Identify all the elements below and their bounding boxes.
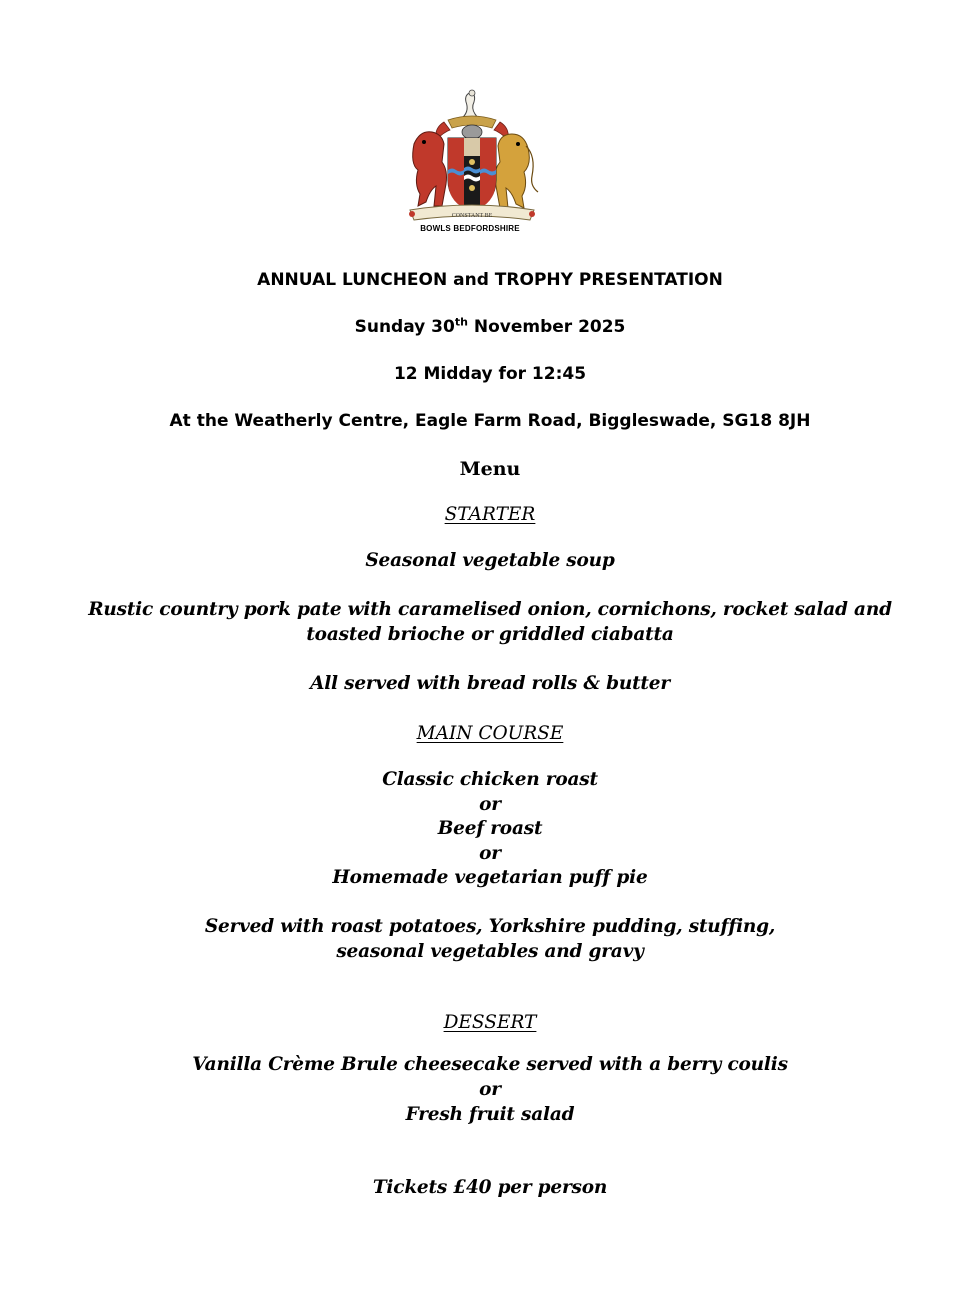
main-or-1: or: [479, 794, 501, 815]
ticket-price: Tickets £40 per person: [372, 1177, 608, 1198]
dessert-item-cheesecake: Vanilla Crème Brule cheesecake served with a berry coulis: [192, 1054, 788, 1075]
event-date-suffix: th: [454, 315, 468, 329]
main-item-beef: Beef roast: [437, 818, 543, 839]
event-venue: At the Weatherly Centre, Eagle Farm Road, Biggleswade, SG18 8JH: [169, 411, 811, 431]
main-course-heading: MAIN COURSE: [416, 723, 564, 744]
event-date-rest: November 2025: [467, 317, 626, 337]
dessert-item-fruit-salad: Fresh fruit salad: [405, 1104, 575, 1125]
starter-heading: STARTER: [444, 504, 536, 525]
main-item-pie: Homemade vegetarian puff pie: [332, 867, 648, 888]
event-title: ANNUAL LUNCHEON and TROPHY PRESENTATION: [257, 270, 723, 290]
crest-caption: BOWLS BEDFORDSHIRE: [420, 224, 520, 233]
starter-item-pate-line2: toasted brioche or griddled ciabatta: [306, 624, 674, 645]
starter-item-soup: Seasonal vegetable soup: [365, 550, 615, 571]
event-time: 12 Midday for 12:45: [393, 364, 587, 384]
event-date-prefix: Sunday 30: [354, 317, 455, 337]
dessert-or-1: or: [479, 1079, 501, 1100]
menu-heading: Menu: [459, 458, 521, 480]
starter-note: All served with bread rolls & butter: [310, 673, 670, 694]
main-note-line1: Served with roast potatoes, Yorkshire pudding, stuffing,: [204, 916, 776, 937]
event-date: [0, 317, 980, 337]
main-item-chicken: Classic chicken roast: [382, 769, 598, 790]
dessert-heading: DESSERT: [443, 1012, 537, 1033]
crest-motto: CONSTANT BE: [451, 213, 493, 219]
starter-item-pate-line1: Rustic country pork pate with caramelised onion, cornichons, rocket salad and: [88, 599, 892, 620]
main-note-line2: seasonal vegetables and gravy: [336, 941, 644, 962]
coat-of-arms-logo: [400, 86, 544, 236]
main-or-2: or: [479, 843, 501, 864]
